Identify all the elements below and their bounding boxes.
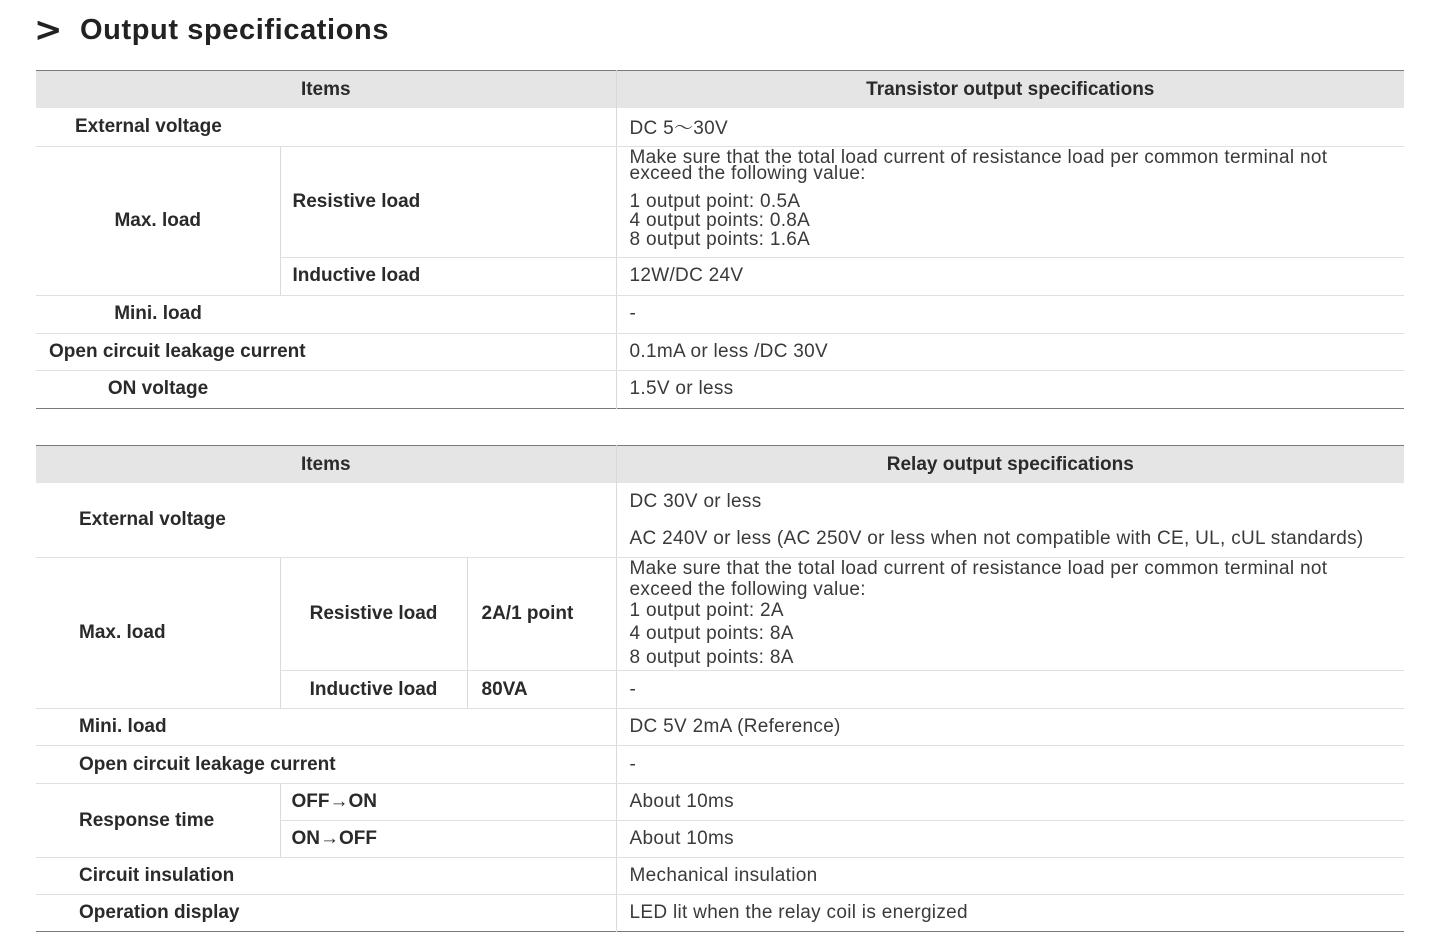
table-row — [36, 558, 1404, 671]
on-voltage-value: 1.5V or less — [616, 370, 1404, 408]
mini-load-value: DC 5V 2mA (Reference) — [616, 709, 1404, 746]
header-spec: Transistor output specifications — [616, 71, 1404, 109]
leakage-value: - — [616, 746, 1404, 784]
resistive-load-value — [616, 146, 1404, 257]
transistor-spec-table — [36, 70, 1404, 409]
max-load-label: Max. load — [36, 558, 280, 709]
chevron-right-icon: > — [34, 10, 63, 50]
mini-load-value: - — [616, 295, 1404, 333]
table-header-row — [36, 446, 1404, 484]
operation-display-label: Operation display — [79, 902, 240, 923]
resistive-point-1: 1 output point: 2A — [629, 600, 784, 621]
external-voltage-value: DC 5～30V — [616, 108, 1404, 146]
max-load-label: Max. load — [36, 146, 280, 295]
inductive-load-label: Inductive load — [280, 257, 616, 295]
header-spec: Relay output specifications — [616, 446, 1404, 484]
resistive-point-4: 4 output points: 0.8A — [629, 209, 811, 231]
inductive-rating: 80VA — [467, 671, 616, 709]
leakage-value: 0.1mA or less /DC 30V — [616, 333, 1404, 370]
resistive-note-line1: Make sure that the total load current of resistance load per common terminal not — [629, 146, 1328, 168]
resistive-point-4: 4 output points: 8A — [629, 623, 794, 644]
inductive-load-value: - — [616, 671, 1404, 709]
relay-spec-table — [36, 445, 1404, 932]
resistive-note-line2: exceed the following value: — [629, 579, 866, 600]
table-row — [36, 146, 1404, 257]
external-voltage-ac: AC 240V or less (AC 250V or less when not compatible with CE, UL, cUL standards) — [629, 528, 1364, 549]
circuit-insulation-value: Mechanical insulation — [616, 858, 1404, 895]
on-voltage-label: ON voltage — [107, 378, 209, 399]
external-voltage-label: External voltage — [36, 108, 616, 146]
mini-load-label: Mini. load — [36, 295, 280, 333]
mini-load-label: Mini. load — [36, 709, 616, 746]
section-heading — [34, 8, 389, 52]
resistive-rating: 2A/1 point — [467, 558, 616, 671]
off-on-value: About 10ms — [616, 784, 1404, 821]
leakage-label: Open circuit leakage current — [36, 333, 616, 370]
resistive-note-line2: exceed the following value: — [629, 162, 866, 184]
on-off-label: ON→OFF — [280, 821, 616, 858]
table-row — [36, 709, 1404, 746]
section-title: Output specifications — [80, 13, 390, 46]
circuit-insulation-label: Circuit insulation — [36, 858, 616, 895]
table-row — [36, 895, 1404, 932]
inductive-load-value: 12W/DC 24V — [616, 257, 1404, 295]
header-items: Items — [36, 446, 616, 484]
resistive-point-1: 1 output point: 0.5A — [629, 190, 801, 212]
table-row — [36, 858, 1404, 895]
inductive-load-label: Inductive load — [280, 671, 467, 709]
table-row — [36, 784, 1404, 821]
leakage-label: Open circuit leakage current — [36, 746, 616, 784]
operation-display-value: LED lit when the relay coil is energized — [616, 895, 1404, 932]
resistive-load-value — [616, 558, 1404, 671]
response-time-label: Response time — [36, 784, 280, 858]
resistive-load-label: Resistive load — [280, 146, 616, 257]
resistive-note-line1: Make sure that the total load current of resistance load per common terminal not — [629, 558, 1328, 579]
table-row — [36, 483, 1404, 558]
table-row — [36, 333, 1404, 370]
resistive-point-8: 8 output points: 8A — [629, 647, 794, 668]
external-voltage-dc: DC 30V or less — [629, 491, 762, 512]
external-voltage-value — [616, 483, 1404, 558]
table-row — [36, 746, 1404, 784]
header-items: Items — [36, 71, 616, 109]
table-header-row — [36, 71, 1404, 109]
table-row — [36, 108, 1404, 146]
resistive-point-8: 8 output points: 1.6A — [629, 228, 811, 250]
on-off-value: About 10ms — [616, 821, 1404, 858]
off-on-label: OFF→ON — [280, 784, 616, 821]
external-voltage-label: External voltage — [36, 483, 616, 558]
resistive-load-label: Resistive load — [280, 558, 467, 671]
table-row — [36, 295, 1404, 333]
table-row — [36, 370, 1404, 408]
